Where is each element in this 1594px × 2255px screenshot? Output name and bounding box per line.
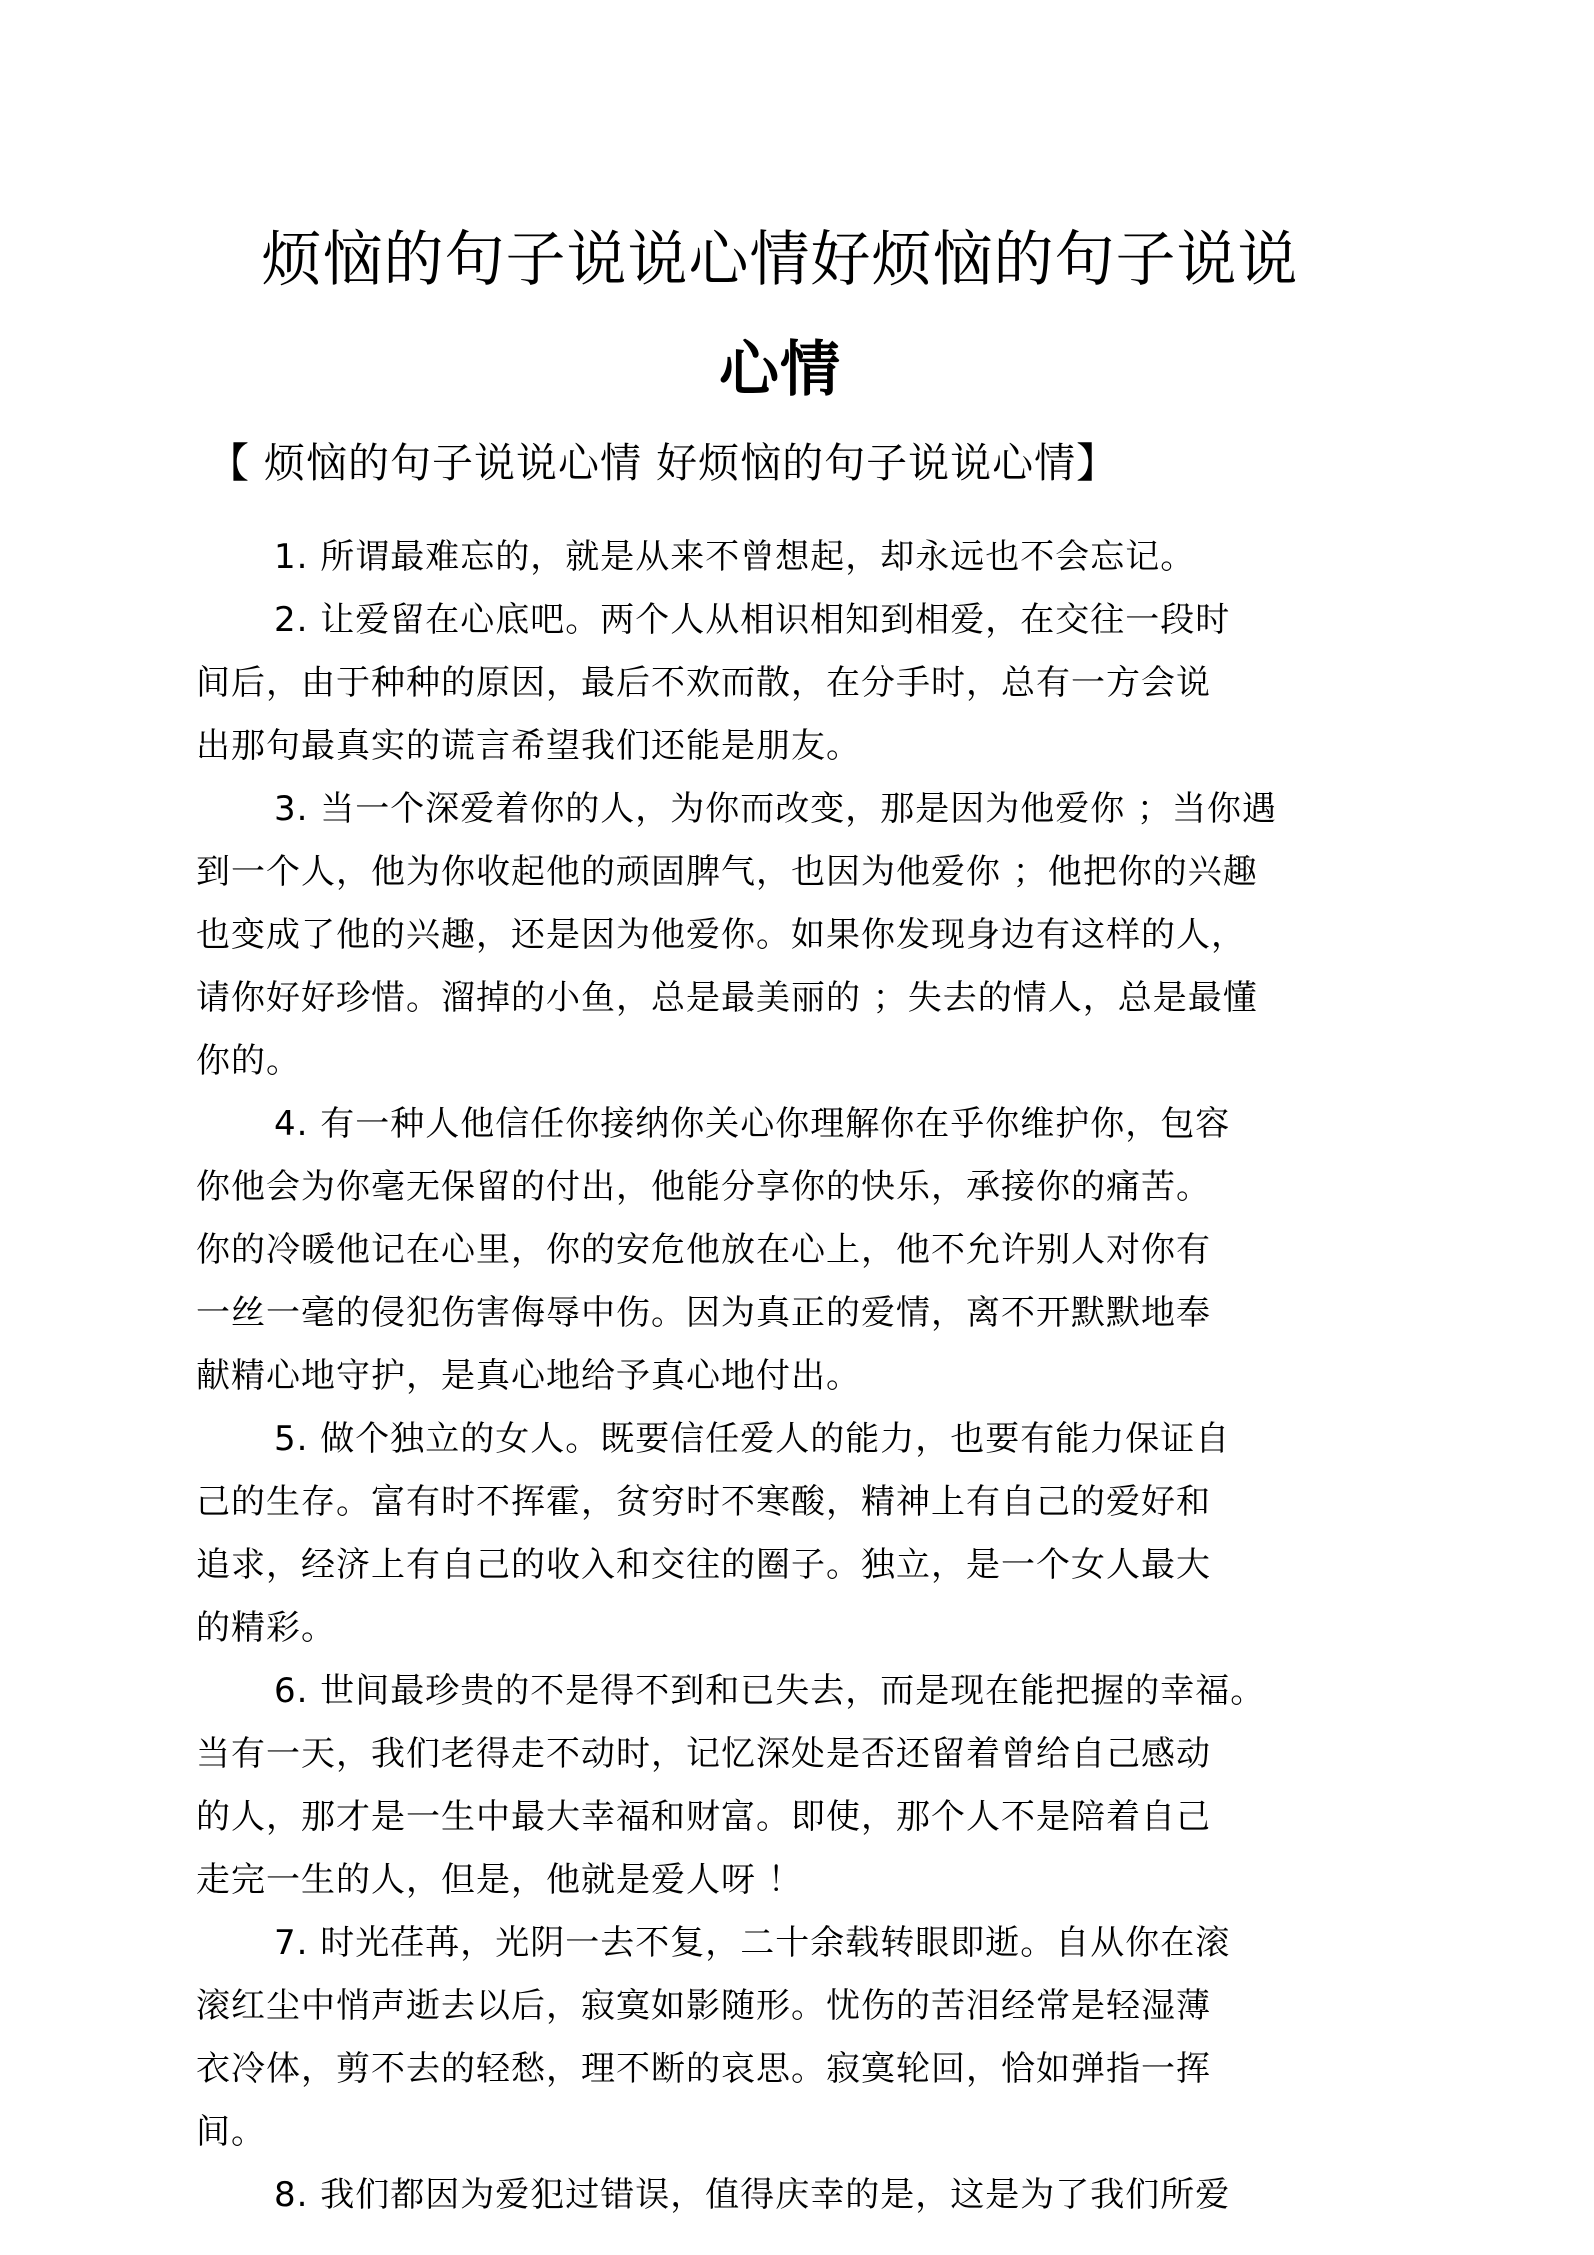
paragraph-line: 你的冷暖他记在心里，你的安危他放在心上，他不允许别人对你有 — [196, 1230, 1211, 1270]
paragraph-line: 你他会为你毫无保留的付出，他能分享你的快乐，承接你的痛苦。 — [196, 1167, 1211, 1207]
paragraph-line: 献精心地守护，是真心地给予真心地付出。 — [196, 1356, 861, 1396]
paragraph-line: 到一个人，他为你收起他的顽固脾气，也因为他爱你 ；他把你的兴趣 — [196, 852, 1258, 892]
paragraph-line: 的精彩。 — [196, 1608, 336, 1648]
paragraph-line: 追求，经济上有自己的收入和交往的圈子。独立，是一个女人最大 — [196, 1545, 1211, 1585]
paragraph-line: 7. 时光荏苒，光阴一去不复，二十余载转眼即逝。自从你在滚 — [274, 1923, 1231, 1963]
document-title-line-1: 烦恼的句子说说心情好烦恼的句子说说 — [261, 225, 1299, 295]
paragraph-line: 3. 当一个深爱着你的人，为你而改变，那是因为他爱你 ；当你遇 — [274, 789, 1278, 829]
paragraph-line: 1. 所谓最难忘的，就是从来不曾想起，却永远也不会忘记。 — [274, 537, 1196, 577]
paragraph-line: 一丝一毫的侵犯伤害侮辱中伤。因为真正的爱情，离不开默默地奉 — [196, 1293, 1211, 1333]
paragraph-line: 请你好好珍惜。溜掉的小鱼，总是最美丽的 ；失去的情人，总是最懂 — [196, 978, 1258, 1018]
paragraph-line: 间。 — [196, 2112, 266, 2152]
paragraph-line: 衣冷体，剪不去的轻愁，理不断的哀思。寂寞轮回，恰如弹指一挥 — [196, 2049, 1211, 2089]
paragraph-line: 走完一生的人，但是，他就是爱人呀 ！ — [196, 1860, 803, 1900]
paragraph-line: 己的生存。富有时不挥霍，贫穷时不寒酸，精神上有自己的爱好和 — [196, 1482, 1211, 1522]
paragraph-line: 也变成了他的兴趣，还是因为他爱你。如果你发现身边有这样的人， — [196, 915, 1246, 955]
paragraph-line: 2. 让爱留在心底吧。两个人从相识相知到相爱，在交往一段时 — [274, 600, 1231, 640]
paragraph-line: 滚红尘中悄声逝去以后，寂寞如影随形。忧伤的苦泪经常是轻湿薄 — [196, 1986, 1211, 2026]
paragraph-line: 4. 有一种人他信任你接纳你关心你理解你在乎你维护你，包容 — [274, 1104, 1231, 1144]
document-title-line-2: 心情 — [719, 335, 841, 405]
paragraph-line: 5. 做个独立的女人。既要信任爱人的能力，也要有能力保证自 — [274, 1419, 1231, 1459]
document-subtitle: 【 烦恼的句子说说心情 好烦恼的句子说说心情】 — [208, 439, 1119, 487]
paragraph-line: 间后，由于种种的原因，最后不欢而散，在分手时，总有一方会说 — [196, 663, 1211, 703]
paragraph-line: 当有一天，我们老得走不动时，记忆深处是否还留着曾给自己感动 — [196, 1734, 1211, 1774]
paragraph-line: 的人，那才是一生中最大幸福和财富。即使，那个人不是陪着自己 — [196, 1797, 1211, 1837]
paragraph-line: 你的。 — [196, 1041, 301, 1081]
paragraph-line: 8. 我们都因为爱犯过错误，值得庆幸的是，这是为了我们所爱 — [274, 2175, 1231, 2215]
paragraph-line: 6. 世间最珍贵的不是得不到和已失去，而是现在能把握的幸福。 — [274, 1671, 1266, 1711]
paragraph-line: 出那句最真实的谎言希望我们还能是朋友。 — [196, 726, 861, 766]
